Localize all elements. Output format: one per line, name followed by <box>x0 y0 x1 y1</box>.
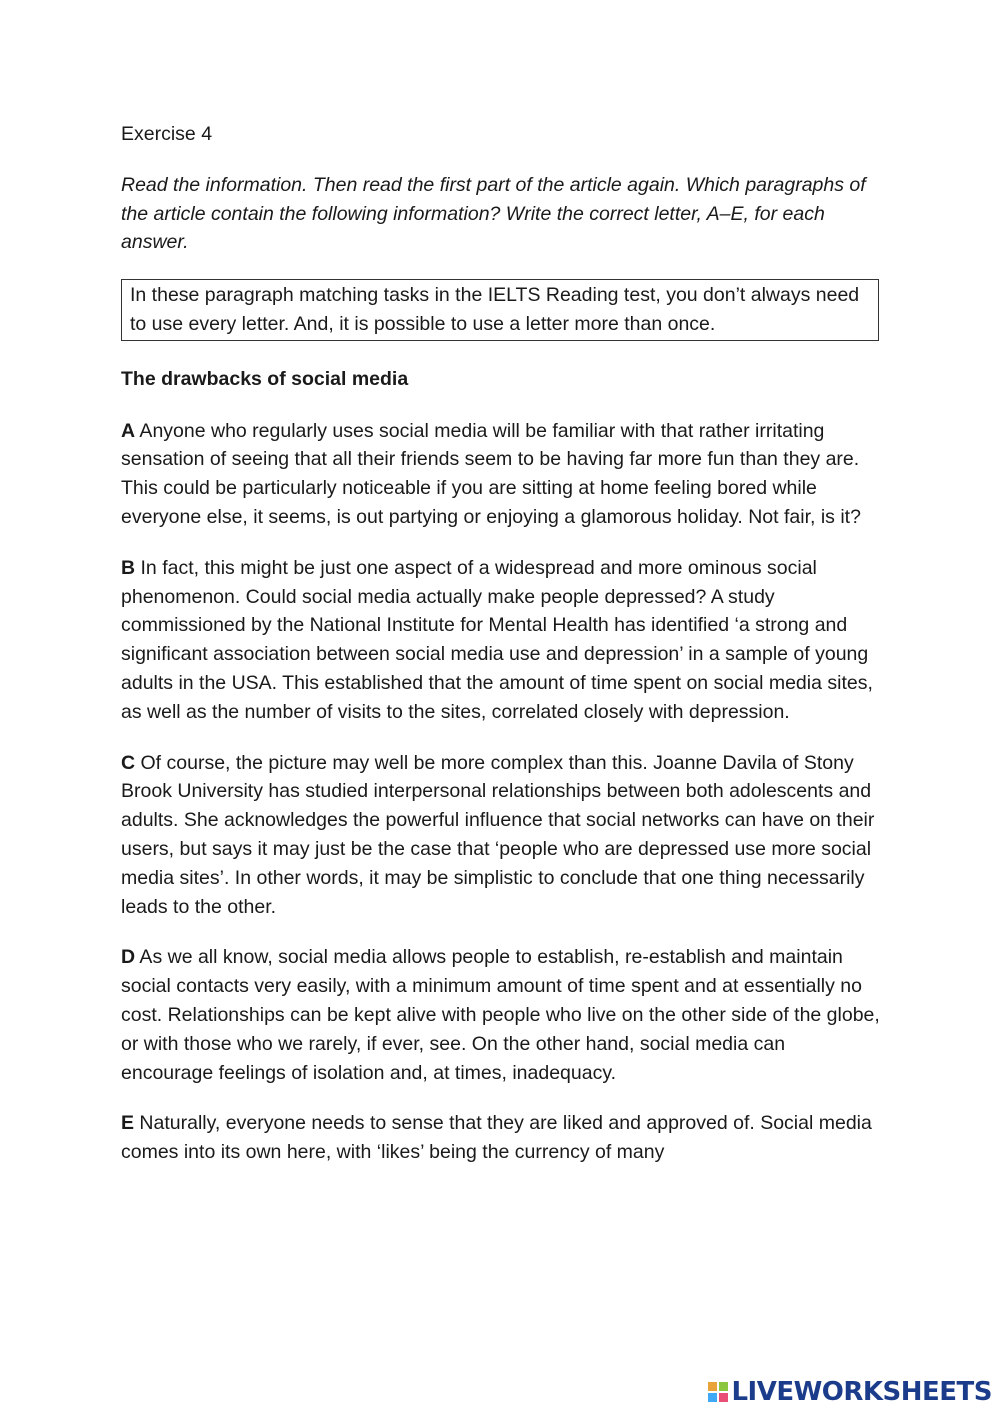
worksheet-page <box>121 120 881 1189</box>
logo-text: LIVEWORKSHEETS <box>731 1377 992 1407</box>
logo-square-icon <box>708 1393 717 1402</box>
paragraph-text: Of course, the picture may well be more complex than this. Joanne Davila of Stony Brook University has studied interpersonal relationships between both adolescents and adults. She acknowledges the powerful influence that social networks can have on their users, but says it may just be the case that ‘people who are depressed use more social media sites’. In other words, it may be simplistic to conclude that one thing necessarily leads to the other. <box>121 751 875 918</box>
paragraph-d <box>121 943 881 1087</box>
paragraph-b <box>121 554 881 727</box>
paragraph-letter: A <box>121 419 136 442</box>
paragraph-c <box>121 749 881 922</box>
paragraph-text: Naturally, everyone needs to sense that they are liked and approved of. Social media comes into its own here, with ‘likes’ being the currency of many <box>121 1112 872 1164</box>
paragraph-letter: B <box>121 556 136 579</box>
paragraph-text: As we all know, social media allows people to establish, re-establish and maintain social contacts very easily, with a minimum amount of time spent and at essentially no cost. Relationships can be kept alive with people who live on the other side of the globe, or with those who we rarely, if ever, see. On the other hand, social media can encourage feelings of isolation and, at times, inadequacy. <box>121 946 880 1084</box>
paragraph-a <box>121 417 881 532</box>
note-text: In these paragraph matching tasks in the IELTS Reading test, you don’t always need to use every letter. And, it is possible to use a letter more than once. <box>130 284 860 335</box>
paragraph-e <box>121 1109 881 1167</box>
logo-square-icon <box>719 1382 728 1391</box>
logo-square-icon <box>719 1393 728 1402</box>
paragraph-letter: C <box>121 751 136 774</box>
paragraph-letter: E <box>121 1112 135 1135</box>
paragraph-text: Anyone who regularly uses social media will be familiar with that rather irritating sensation of seeing that all their friends seem to be having far more fun than they are. This could be particularly noticeable if you are sitting at home feeling bored while everyone else, it seems, is out partying or enjoying a glamorous holiday. Not fair, is it? <box>121 419 861 528</box>
logo-square-icon <box>708 1382 717 1391</box>
exercise-instructions: Read the information. Then read the first part of the article again. Which paragraphs of the article contain the following information? Write the correct letter, A–E, for each answer. <box>121 173 866 254</box>
article-title: The drawbacks of social media <box>121 367 409 390</box>
paragraph-letter: D <box>121 946 136 969</box>
paragraph-text: In fact, this might be just one aspect of a widespread and more ominous social phenomenon. Could social media actually make people depressed? A study commissioned by the National Institute for Mental Health has identified ‘a strong and significant association between social media use and depression’ in a sample of young adults in the USA. This established that the amount of time spent on social media sites, as well as the number of visits to the sites, correlated closely with depression. <box>121 556 873 723</box>
note-box <box>121 279 879 341</box>
liveworksheets-logo <box>708 1375 992 1409</box>
exercise-title: Exercise 4 <box>121 123 213 145</box>
logo-mark-icon <box>708 1382 728 1402</box>
